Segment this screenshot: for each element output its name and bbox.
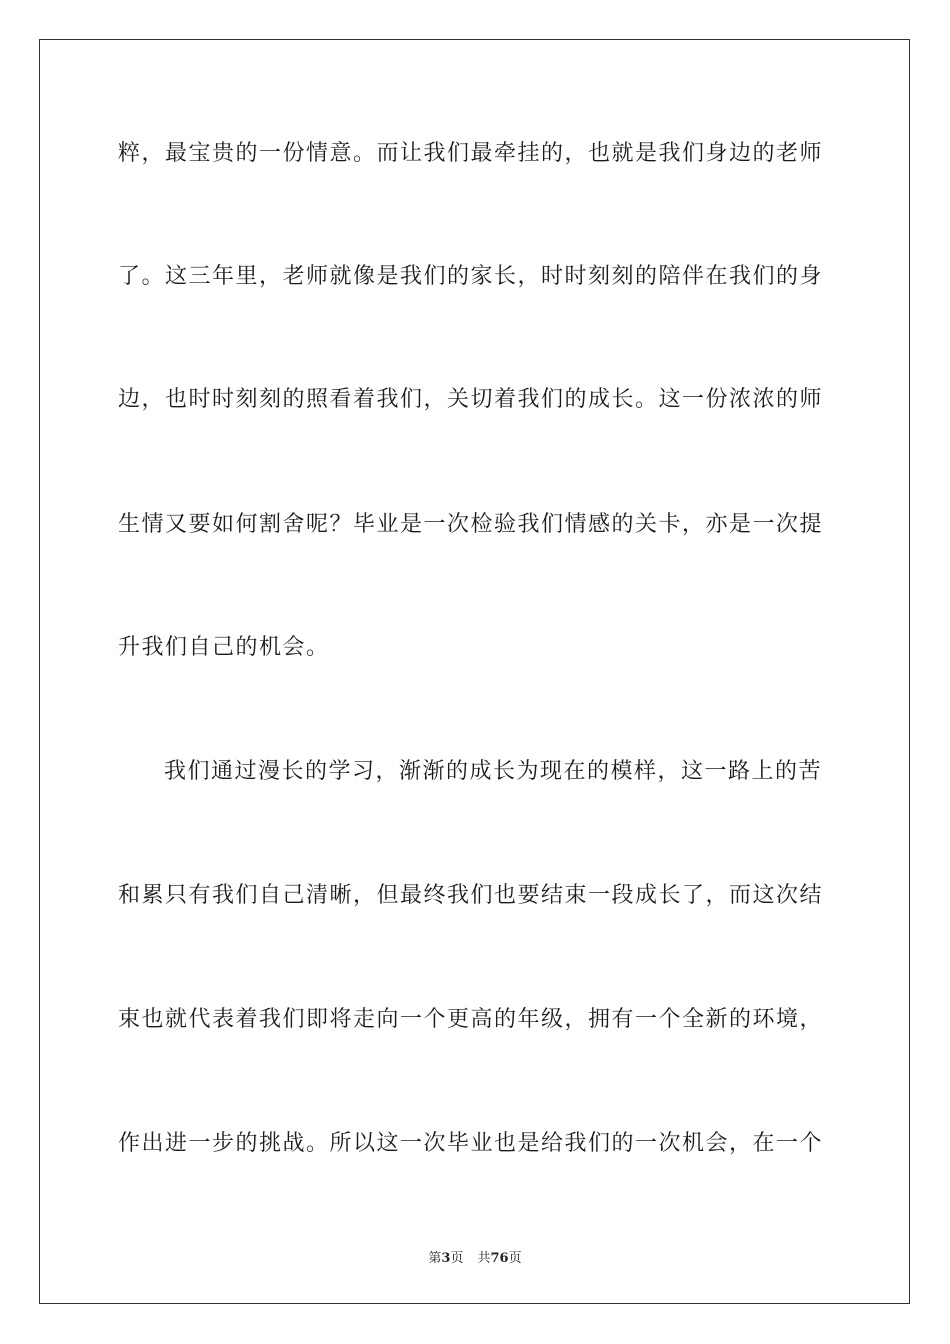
text-line-2: 了。这三年里，老师就像是我们的家长，时时刻刻的陪伴在我们的身	[118, 264, 824, 289]
total-prefix: 共	[477, 1251, 491, 1266]
text-line-4: 生情又要如何割舍呢？毕业是一次检验我们情感的关卡，亦是一次提	[118, 512, 824, 537]
text-line-9: 作出进一步的挑战。所以这一次毕业也是给我们的一次机会，在一个	[118, 1131, 824, 1156]
text-line-3: 边，也时时刻刻的照看着我们，关切着我们的成长。这一份浓浓的师	[118, 387, 824, 412]
page-number: 3	[441, 1251, 451, 1266]
page-border	[39, 39, 910, 1304]
text-line-1: 粹，最宝贵的一份情意。而让我们最牵挂的，也就是我们身边的老师	[118, 141, 824, 166]
text-line-6-paragraph-start: 我们通过漫长的学习，渐渐的成长为现在的模样，这一路上的苦	[164, 759, 823, 784]
text-line-5: 升我们自己的机会。	[118, 635, 330, 660]
page-footer	[0, 1247, 950, 1266]
page-suffix: 页	[450, 1251, 464, 1266]
page-prefix: 第	[428, 1251, 442, 1266]
text-line-8: 束也就代表着我们即将走向一个更高的年级，拥有一个全新的环境，	[118, 1007, 824, 1032]
total-suffix: 页	[508, 1251, 522, 1266]
total-pages: 76	[490, 1251, 509, 1266]
text-line-7: 和累只有我们自己清晰，但最终我们也要结束一段成长了，而这次结	[118, 883, 824, 908]
